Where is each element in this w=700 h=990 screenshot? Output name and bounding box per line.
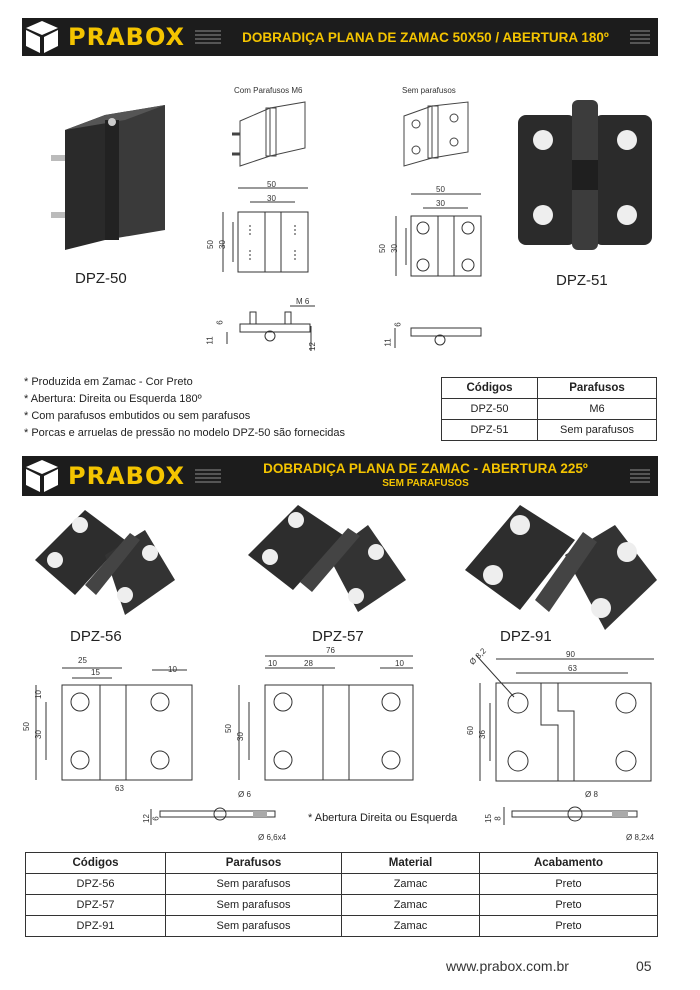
section2-banner	[22, 456, 658, 496]
table-header: Parafusos	[166, 853, 342, 874]
dim-label: 50	[223, 724, 233, 733]
model-label-dpz91: DPZ-91	[500, 628, 552, 645]
table-header: Códigos	[442, 378, 538, 399]
note-line: * Porcas e arruelas de pressão no modelo DPZ-50 são fornecidas	[24, 427, 346, 439]
table-cell: Zamac	[342, 874, 480, 895]
section1-banner	[22, 18, 658, 56]
note-line: * Com parafusos embutidos ou sem parafusos	[24, 410, 251, 422]
dim-label: 50	[267, 180, 276, 189]
table-cell: Preto	[480, 895, 658, 916]
dim-label: 90	[566, 650, 575, 659]
dim-label: 50	[21, 722, 31, 731]
section1-notes	[24, 374, 345, 442]
caption-with-screws: Com Parafusos M6	[234, 86, 303, 95]
dim-label: 12	[307, 342, 317, 351]
dim-label: 6	[393, 322, 403, 327]
hinge-photo-dpz51	[510, 100, 660, 250]
table-cell: Zamac	[342, 895, 480, 916]
dim-label: 15	[483, 814, 493, 823]
dpz50-front-drawing	[205, 180, 315, 280]
note-line: * Abertura: Direita ou Esquerda 180º	[24, 393, 202, 405]
table-cell: M6	[538, 399, 657, 420]
dpz51-front-drawing	[378, 180, 488, 280]
table-row	[26, 916, 658, 937]
table-cell: DPZ-57	[26, 895, 166, 916]
dim-label: 36	[477, 730, 487, 739]
hinge-photo-dpz57	[248, 500, 408, 615]
dim-label: 50	[377, 244, 387, 253]
hinge-sketch-iso-noscrew	[398, 96, 478, 168]
dim-label: 6	[215, 320, 225, 325]
dim-label: Ø 6,6x4	[258, 833, 287, 842]
model-label-dpz57: DPZ-57	[312, 628, 364, 645]
dim-label: 30	[389, 244, 399, 253]
dim-label: 30	[235, 732, 245, 741]
section2-subtitle: SEM PARAFUSOS	[382, 478, 469, 489]
dim-label: 6	[151, 816, 161, 821]
table-cell: Sem parafusos	[166, 874, 342, 895]
table-cell: DPZ-56	[26, 874, 166, 895]
dim-label: 11	[205, 336, 215, 345]
table-cell: DPZ-51	[442, 420, 538, 441]
dim-label: 10	[168, 665, 177, 674]
dpz57-front-drawing	[225, 650, 415, 785]
dim-label: 15	[91, 668, 100, 677]
dim-label: 8	[493, 816, 503, 821]
dim-label: 12	[141, 814, 151, 823]
dim-label: 76	[326, 646, 335, 655]
section1-title: DOBRADIÇA PLANA DE ZAMAC 50X50 / ABERTURA 180º	[242, 29, 609, 45]
caption-without-screws: Sem parafusos	[402, 86, 456, 95]
hinge-photo-dpz91	[465, 500, 660, 635]
section1-table	[441, 377, 657, 441]
table-row	[26, 874, 658, 895]
dpz56-side-drawing	[145, 795, 285, 835]
hinge-photo-dpz50	[45, 100, 175, 250]
table-row	[26, 895, 658, 916]
dim-label: 25	[78, 656, 87, 665]
table-cell: Sem parafusos	[538, 420, 657, 441]
table-row	[442, 420, 657, 441]
dim-label: 63	[115, 784, 124, 793]
table-cell: Sem parafusos	[166, 895, 342, 916]
dim-label: 63	[568, 664, 577, 673]
brand-name: PRABOX	[68, 462, 185, 490]
stripes-decor	[630, 469, 650, 483]
table-header: Acabamento	[480, 853, 658, 874]
model-label-dpz51: DPZ-51	[556, 272, 608, 289]
footer-url[interactable]: www.prabox.com.br	[446, 958, 569, 974]
table-header: Parafusos	[538, 378, 657, 399]
dim-label: Ø 8,2	[467, 646, 488, 667]
dim-label: 30	[33, 730, 43, 739]
dpz91-front-drawing	[466, 645, 656, 785]
dim-label: 10	[395, 659, 404, 668]
hinge-sketch-iso	[230, 96, 320, 168]
dim-label: Ø 6	[238, 790, 251, 799]
dpz51-side-drawing	[385, 310, 485, 360]
table-header-row	[442, 378, 657, 399]
table-cell: Sem parafusos	[166, 916, 342, 937]
table-cell: Preto	[480, 874, 658, 895]
box-logo-icon	[22, 18, 62, 56]
table-header: Códigos	[26, 853, 166, 874]
stripes-decor	[630, 30, 650, 44]
table-cell: Zamac	[342, 916, 480, 937]
dim-label: 50	[436, 185, 445, 194]
section2-table	[25, 852, 658, 937]
dim-label: 30	[436, 199, 445, 208]
hinge-photo-dpz56	[30, 505, 180, 620]
table-cell: Preto	[480, 916, 658, 937]
table-header: Material	[342, 853, 480, 874]
dim-label: 10	[33, 690, 43, 699]
dim-label: 28	[304, 659, 313, 668]
table-row	[442, 399, 657, 420]
stripes-decor	[195, 469, 221, 483]
dim-label: M 6	[296, 297, 310, 306]
table-cell: DPZ-91	[26, 916, 166, 937]
stripes-decor	[195, 30, 221, 44]
dpz91-side-drawing	[500, 795, 650, 835]
note-line: * Produzida em Zamac - Cor Preto	[24, 376, 193, 388]
model-label-dpz50: DPZ-50	[75, 270, 127, 287]
section2-title	[221, 461, 630, 491]
table-header-row	[26, 853, 658, 874]
dim-label: 30	[217, 240, 227, 249]
opening-note: * Abertura Direita ou Esquerda	[308, 812, 458, 824]
dim-label: Ø 8	[585, 790, 598, 799]
dim-label: 30	[267, 194, 276, 203]
model-label-dpz56: DPZ-56	[70, 628, 122, 645]
brand-name: PRABOX	[68, 23, 185, 51]
dim-label: 10	[268, 659, 277, 668]
dim-label: 11	[383, 338, 393, 347]
section2-title-text: DOBRADIÇA PLANA DE ZAMAC - ABERTURA 225º	[263, 461, 588, 476]
table-cell: DPZ-50	[442, 399, 538, 420]
box-logo-icon	[22, 457, 62, 495]
dim-label: Ø 8,2x4	[626, 833, 655, 842]
dpz56-front-drawing	[22, 660, 197, 790]
page-number: 05	[636, 958, 652, 974]
dim-label: 60	[465, 726, 475, 735]
dim-label: 50	[205, 240, 215, 249]
